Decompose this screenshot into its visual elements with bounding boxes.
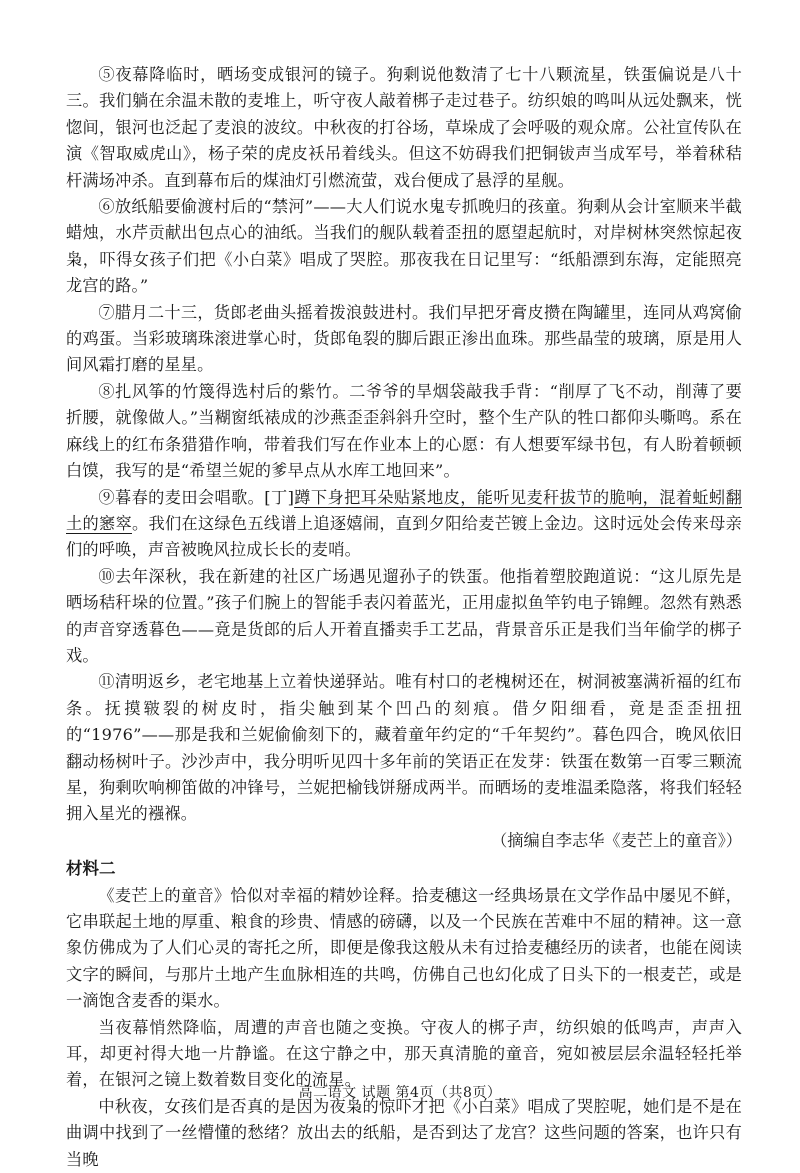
material-two-paragraph-1: 《麦芒上的童音》恰似对幸福的精妙诠释。拾麦穗这一经典场景在文学作品中屡见不鲜，它串联起土地的厚重、粮食的珍贵、情感的磅礴，以及一个民族在苦难中不屈的精神。这一意象仿佛成为了人们心灵的寄托之所，即便是像我这般从未有过拾麦穗经历的读者，也能在阅读文字的瞬间，与那片土地产生血脉相连的共鸣，仿佛自己也幻化成了日头下的一根麦芒，或是一滴饱含麦香的渠水。 <box>66 885 742 1011</box>
source-citation: （摘编自李志华《麦芒上的童音》） <box>491 830 742 850</box>
paragraph-11: ⑪清明返乡，老宅地基上立着快递驿站。唯有村口的老槐树还在，树洞被塞满祈福的红布条。抚摸皲裂的树皮时，指尖触到某个凹凸的刻痕。借夕阳细看，竟是歪歪扭扭的“1976”——那是我和兰妮偷偷刻下的，藏着童年约定的“千年契约”。暮色四合，晚风依旧翻动杨树叶子。沙沙声中，我分明听见四十多年前的笑语正在发芽：铁蛋在数第一百零三颗流星，狗剩吹响柳笛做的冲锋号，兰妮把榆钱饼掰成两半。而晒场的麦堆温柔隐落，将我们轻轻拥入星光的襁褓。 <box>66 672 742 824</box>
material-two-paragraph-2: 当夜幕悄然降临，周遭的声音也随之变换。守夜人的梆子声，纺织娘的低鸣声，声声入耳，却更衬得大地一片静谧。在这宁静之中，那天真清脆的童音，宛如被层层余温轻轻托举着，在银河之镜上数着数目变化的流星。 <box>66 1017 742 1090</box>
paragraph-5: ⑤夜幕降临时，晒场变成银河的镜子。狗剩说他数清了七十八颗流星，铁蛋偏说是八十三。我们躺在余温未散的麦堆上，听守夜人敲着梆子走过巷子。纺织娘的鸣叫从远处飘来，恍惚间，银河也泛起了麦浪的波纹。中秋夜的打谷场，草垛成了会呼吸的观众席。公社宣传队在演《智取威虎山》，杨子荣的虎皮袄吊着线头。但这不妨碍我们把铜钹声当成军号，举着秫秸杆满场冲杀。直到幕布后的煤油灯引燃流萤，戏台便成了悬浮的星舰。 <box>66 65 742 190</box>
section-heading-material-two: 材料二 <box>66 859 116 879</box>
document-page <box>66 62 742 1173</box>
material-two-paragraph-3: 中秋夜，女孩们是否真的是因为夜枭的惊吓才把《小白菜》唱成了哭腔呢，她们是不是在曲调中找到了一丝懵懂的愁绪？放出去的纸船，是否到达了龙宫？这些问题的答案，也许只有当晚 <box>66 1096 742 1169</box>
paragraph-9 <box>66 485 742 564</box>
page-footer: 高二语文 试题 第4页（共8页） <box>298 1085 502 1101</box>
paragraph-9-rest: 。我们在这绿色五线谱上追逐嬉闹，直到夕阳给麦芒镀上金边。这时远处会传来母亲们的呼唤，声音被晚风拉成长长的麦哨。 <box>66 513 742 560</box>
paragraph-10: ⑩去年深秋，我在新建的社区广场遇见遛孙子的铁蛋。他指着塑胶跑道说：“这儿原先是晒场秸秆垛的位置。”孩子们腕上的智能手表闪着蓝光，正用虚拟鱼竿钓电子锦鲤。忽然有熟悉的声音穿透暮色——竟是货郎的后人开着直播卖手工艺品，背景音乐正是我们当年偷学的梆子戏。 <box>66 566 742 665</box>
paragraph-9-underlined-sentence: 蹲下身把耳朵贴紧地皮，能听见麦秆拔节的脆响，混着蚯蚓翻土的窸窣 <box>66 487 743 533</box>
paragraph-9-lead: ⑨暮春的麦田会唱歌。[丁] <box>98 487 295 507</box>
paragraph-8: ⑧扎风筝的竹篾得选村后的紫竹。二爷爷的旱烟袋敲我手背：“削厚了飞不动，削薄了要折腰，就像做人。”当糊窗纸裱成的沙燕歪歪斜斜升空时，整个生产队的牲口都仰头嘶鸣。系在麻线上的红布条猎猎作响，带着我们写在作业本上的心愿：有人想要军绿书包，有人盼着顿顿白馍，我写的是“希望兰妮的爹早点从水库工地回来”。 <box>66 381 742 481</box>
paragraph-6: ⑥放纸船要偷渡村后的“禁河”——大人们说水鬼专抓晚归的孩童。狗剩从会计室顺来半截蜡烛，水芹贡献出包点心的油纸。当我们的舰队载着歪扭的愿望起航时，对岸树林突然惊起夜枭，吓得女孩子们把《小白菜》唱成了哭腔。那夜我在日记里写：“纸船漂到东海，定能照亮龙宫的路。” <box>66 197 742 296</box>
paragraph-7: ⑦腊月二十三，货郎老曲头摇着拨浪鼓进村。我们早把牙膏皮攒在陶罐里，连同从鸡窝偷的鸡蛋。当彩玻璃珠滚进掌心时，货郎龟裂的脚后跟正渗出血珠。那些晶莹的玻璃，原是用人间风霜打磨的星星。 <box>66 302 742 375</box>
